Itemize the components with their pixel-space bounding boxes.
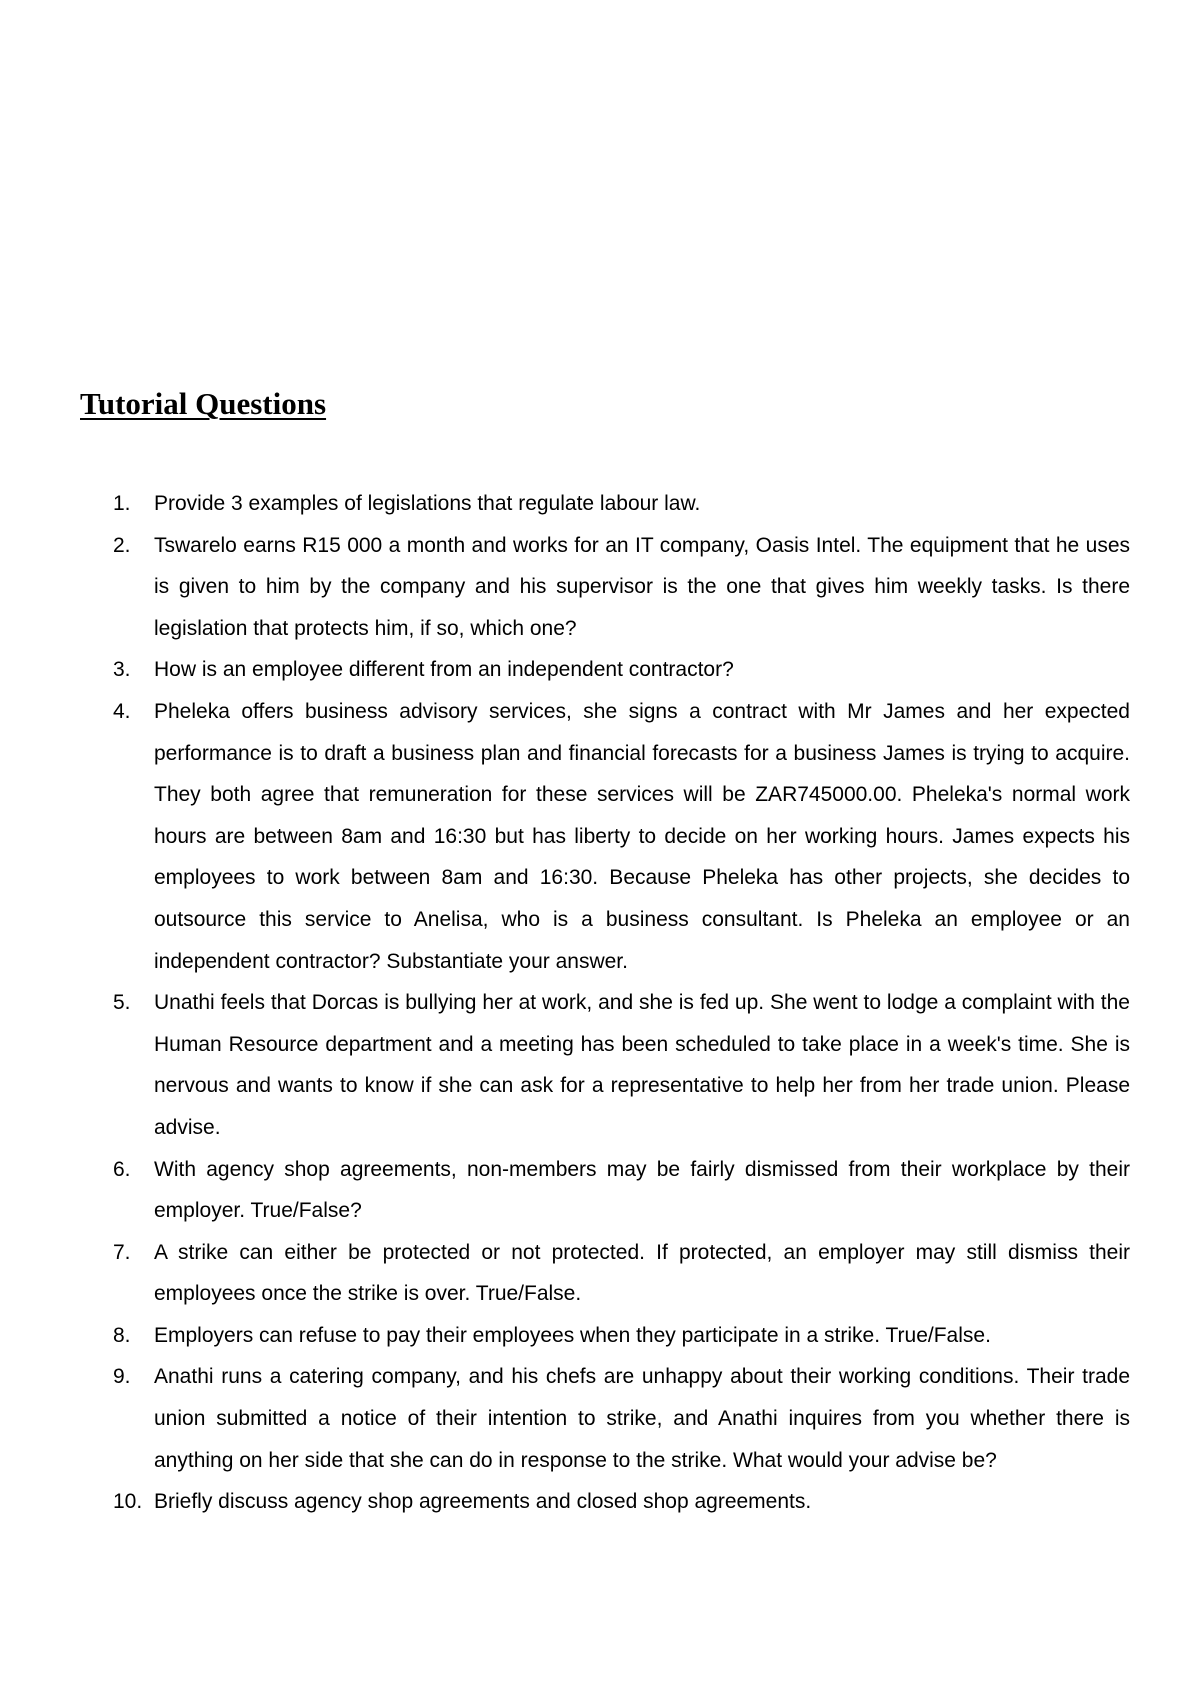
question-text: Unathi feels that Dorcas is bullying her at work, and she is fed up. She went to lodge a complaint with the Human Resource department and a meeting has been scheduled to take place in a week's time. She is nervous and wants to know if she can ask for a representative to help her from her trade union. Please advise. <box>154 991 1130 1139</box>
question-item <box>0 649 1130 691</box>
question-number: 2. <box>113 533 131 557</box>
question-text: Anathi runs a catering company, and his chefs are unhappy about their working conditions. Their trade union submitted a notice of their intention to strike, and Anathi inquires from you whether there is anything on her side that she can do in response to the strike. What would your advise be? <box>154 1365 1130 1472</box>
question-item <box>0 525 1130 650</box>
question-number: 9. <box>113 1365 131 1389</box>
question-text: Pheleka offers business advisory services, she signs a contract with Mr James and her expected performance is to draft a business plan and financial forecasts for a business James is trying to acquire. They both agree that remuneration for these services will be ZAR745000.00. Pheleka's normal work hours are between 8am and 16:30 but has liberty to decide on her working hours. James expects his employees to work between 8am and 16:30. Because Pheleka has other projects, she decides to outsource this service to Anelisa, who is a business consultant. Is Pheleka an employee or an independent contractor? Substantiate your answer. <box>154 699 1130 973</box>
question-number: 5. <box>113 991 131 1015</box>
question-text: Provide 3 examples of legislations that regulate labour law. <box>154 492 701 515</box>
page-title: Tutorial Questions <box>80 386 327 421</box>
question-list <box>0 483 1200 1523</box>
question-number: 1. <box>113 492 131 515</box>
question-number: 4. <box>113 699 131 723</box>
question-number: 6. <box>113 1157 131 1181</box>
question-item <box>0 1315 1130 1357</box>
question-number: 8. <box>113 1323 131 1347</box>
question-number: 10. <box>113 1490 143 1514</box>
question-number: 3. <box>113 658 131 682</box>
question-item <box>0 982 1130 1148</box>
question-item <box>0 1481 1130 1523</box>
question-item <box>0 1149 1130 1232</box>
question-text: Employers can refuse to pay their employees when they participate in a strike. True/False. <box>154 1323 991 1347</box>
question-item <box>0 483 1130 525</box>
question-number: 7. <box>113 1240 131 1264</box>
question-text: With agency shop agreements, non-members may be fairly dismissed from their workplace by their employer. True/False? <box>154 1157 1130 1223</box>
question-text: How is an employee different from an independent contractor? <box>154 658 734 682</box>
question-item <box>0 1356 1130 1481</box>
question-text: Briefly discuss agency shop agreements and closed shop agreements. <box>154 1490 812 1514</box>
question-text: A strike can either be protected or not protected. If protected, an employer may still dismiss their employees once the strike is over. True/False. <box>154 1240 1130 1306</box>
question-item <box>0 1232 1130 1315</box>
question-text: Tswarelo earns R15 000 a month and works for an IT company, Oasis Intel. The equipment that he uses is given to him by the company and his supervisor is the one that gives him weekly tasks. Is there legislation that protects him, if so, which one? <box>154 533 1130 640</box>
question-item <box>0 691 1130 982</box>
